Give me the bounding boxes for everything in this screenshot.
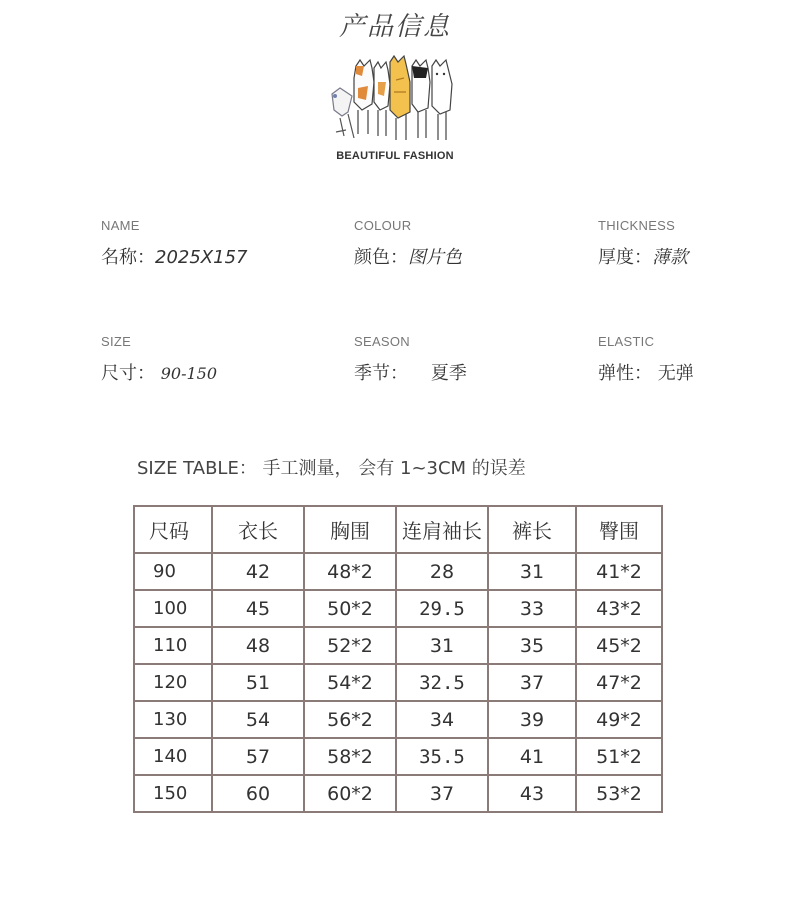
table-cell: 37 bbox=[488, 664, 576, 701]
table-cell: 54 bbox=[212, 701, 304, 738]
table-cell: 37 bbox=[396, 775, 488, 812]
table-cell: 39 bbox=[488, 701, 576, 738]
spec-name-value: 2025X157 bbox=[155, 247, 248, 268]
header-cell: 胸围 bbox=[304, 506, 396, 553]
table-row bbox=[134, 775, 662, 812]
table-cell: 41 bbox=[488, 738, 576, 775]
table-cell: 34 bbox=[396, 701, 488, 738]
table-cell: 32.5 bbox=[396, 664, 488, 701]
table-row bbox=[134, 627, 662, 664]
table-cell: 28 bbox=[396, 553, 488, 590]
spec-elastic-value: 无弹 bbox=[657, 363, 694, 384]
table-cell: 41*2 bbox=[576, 553, 662, 590]
spec-size bbox=[101, 334, 217, 385]
table-row bbox=[134, 701, 662, 738]
spec-season bbox=[354, 334, 467, 385]
table-cell: 50*2 bbox=[304, 590, 396, 627]
table-cell: 150 bbox=[134, 775, 212, 812]
table-cell: 43*2 bbox=[576, 590, 662, 627]
spec-elastic bbox=[598, 334, 694, 385]
table-cell: 52*2 bbox=[304, 627, 396, 664]
table-cell: 48 bbox=[212, 627, 304, 664]
table-cell: 60*2 bbox=[304, 775, 396, 812]
spec-thickness-value: 薄款 bbox=[652, 247, 688, 268]
size-table bbox=[133, 505, 663, 813]
table-cell: 48*2 bbox=[304, 553, 396, 590]
table-cell: 31 bbox=[396, 627, 488, 664]
table-cell: 53*2 bbox=[576, 775, 662, 812]
cats-illustration-icon bbox=[318, 52, 468, 152]
spec-colour bbox=[354, 218, 462, 269]
spec-season-en: SEASON bbox=[354, 334, 410, 349]
page-title: 产品信息 bbox=[338, 12, 451, 42]
table-row bbox=[134, 738, 662, 775]
spec-name-label: 名称： bbox=[101, 247, 155, 268]
table-cell: 51 bbox=[212, 664, 304, 701]
table-cell: 35 bbox=[488, 627, 576, 664]
table-cell: 45*2 bbox=[576, 627, 662, 664]
table-cell: 54*2 bbox=[304, 664, 396, 701]
spec-name-en: NAME bbox=[101, 218, 140, 233]
table-row bbox=[134, 553, 662, 590]
table-row bbox=[134, 590, 662, 627]
table-cell: 51*2 bbox=[576, 738, 662, 775]
spec-elastic-en: ELASTIC bbox=[598, 334, 655, 349]
spec-colour-value: 图片色 bbox=[408, 247, 462, 268]
table-cell: 110 bbox=[134, 627, 212, 664]
header-cell: 臀围 bbox=[576, 506, 662, 553]
table-cell: 35.5 bbox=[396, 738, 488, 775]
table-cell: 90 bbox=[134, 553, 212, 590]
spec-thickness-en: THICKNESS bbox=[598, 218, 676, 233]
table-row bbox=[134, 664, 662, 701]
header-cell: 连肩袖长 bbox=[396, 506, 488, 553]
table-cell: 57 bbox=[212, 738, 304, 775]
spec-colour-label: 颜色： bbox=[354, 247, 408, 268]
spec-thickness bbox=[598, 218, 688, 269]
size-table-title: SIZE TABLE： 手工测量， 会有 1~3CM 的误差 bbox=[137, 458, 526, 479]
table-cell: 56*2 bbox=[304, 701, 396, 738]
spec-elastic-label: 弹性： bbox=[598, 363, 652, 384]
table-cell: 58*2 bbox=[304, 738, 396, 775]
table-cell: 140 bbox=[134, 738, 212, 775]
table-cell: 60 bbox=[212, 775, 304, 812]
table-cell: 29.5 bbox=[396, 590, 488, 627]
header-cell: 衣长 bbox=[212, 506, 304, 553]
spec-thickness-label: 厚度： bbox=[598, 247, 652, 268]
table-cell: 43 bbox=[488, 775, 576, 812]
spec-name bbox=[101, 218, 248, 269]
brand-name: BEAUTIFUL FASHION bbox=[336, 150, 454, 162]
table-cell: 42 bbox=[212, 553, 304, 590]
spec-season-label: 季节： bbox=[354, 363, 408, 384]
table-cell: 130 bbox=[134, 701, 212, 738]
table-cell: 31 bbox=[488, 553, 576, 590]
spec-season-value: 夏季 bbox=[430, 363, 467, 384]
table-cell: 120 bbox=[134, 664, 212, 701]
spec-size-en: SIZE bbox=[101, 334, 132, 349]
spec-size-label: 尺寸： bbox=[101, 363, 155, 384]
table-cell: 100 bbox=[134, 590, 212, 627]
table-cell: 47*2 bbox=[576, 664, 662, 701]
header-cell: 裤长 bbox=[488, 506, 576, 553]
spec-size-value: 90-150 bbox=[160, 364, 218, 383]
table-cell: 33 bbox=[488, 590, 576, 627]
header-cell: 尺码 bbox=[134, 506, 212, 553]
table-cell: 49*2 bbox=[576, 701, 662, 738]
size-table-header-row bbox=[134, 506, 662, 553]
table-cell: 45 bbox=[212, 590, 304, 627]
spec-colour-en: COLOUR bbox=[354, 218, 412, 233]
